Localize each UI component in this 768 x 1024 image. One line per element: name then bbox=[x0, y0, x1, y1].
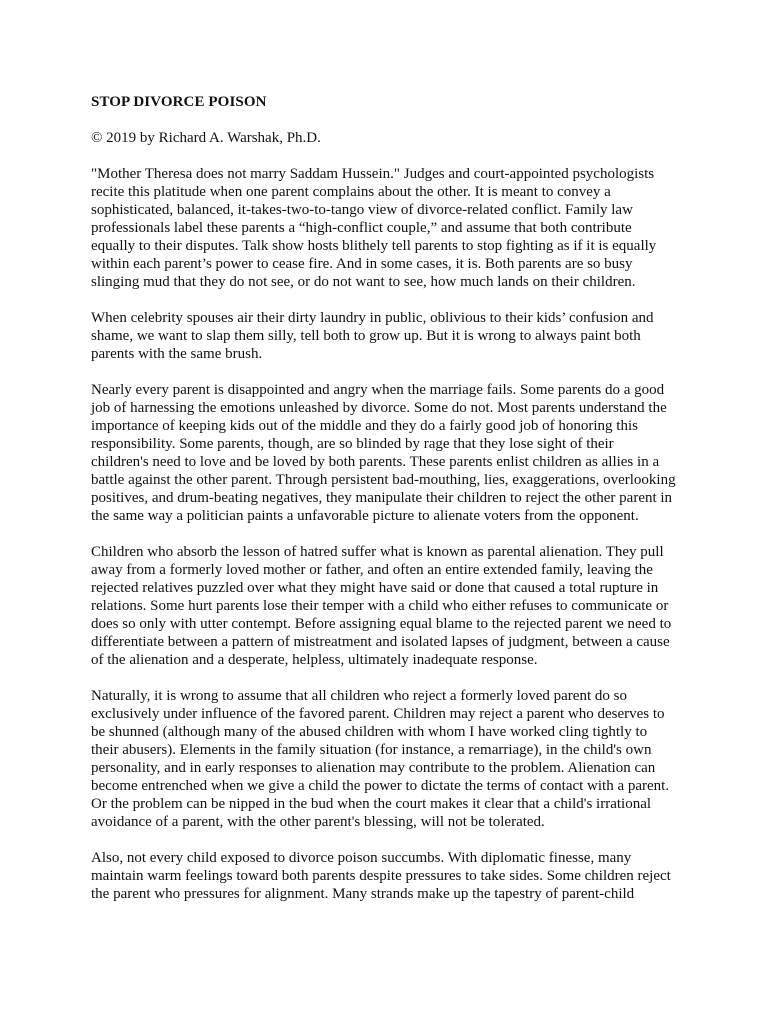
document-title: STOP DIVORCE POISON bbox=[91, 94, 267, 110]
paragraph-line: equally to their disputes. Talk show hosts blithely tell parents to stop fighting as if it is equally bbox=[91, 238, 657, 254]
paragraph bbox=[91, 687, 691, 831]
paragraph-line: within each parent’s power to cease fire. And in some cases, it is. Both parents are so busy bbox=[91, 256, 633, 272]
paragraph-line: responsibility. Some parents, though, are so blinded by rage that they lose sight of their bbox=[91, 436, 614, 452]
paragraph-line: their abusers). Elements in the family situation (for instance, a remarriage), in the child's own bbox=[91, 742, 652, 758]
document-body bbox=[91, 93, 691, 921]
paragraph-line: positives, and drum-beating negatives, they manipulate their children to reject the other parent in bbox=[91, 490, 673, 506]
paragraph bbox=[91, 849, 691, 903]
paragraph-line: importance of keeping kids out of the middle and they do a fairly good job of honoring this bbox=[91, 418, 638, 434]
paragraph-line: When celebrity spouses air their dirty laundry in public, oblivious to their kids’ confusion and bbox=[91, 310, 654, 326]
paragraph-line: become entrenched when we give a child the power to dictate the terms of contact with a parent. bbox=[91, 778, 670, 794]
paragraph-line: Or the problem can be nipped in the bud when the court makes it clear that a child's irrational bbox=[91, 796, 652, 812]
paragraph bbox=[91, 543, 691, 669]
paragraph-line: Naturally, it is wrong to assume that all children who reject a formerly loved parent do so bbox=[91, 688, 627, 704]
paragraph-line: be shunned (although many of the abused children with whom I have worked cling tightly to bbox=[91, 724, 648, 740]
paragraph-line: Nearly every parent is disappointed and angry when the marriage fails. Some parents do a good bbox=[91, 382, 665, 398]
paragraph-line: parents with the same brush. bbox=[91, 346, 263, 362]
paragraph-line: personality, and in early responses to alienation may contribute to the problem. Alienation can bbox=[91, 760, 656, 776]
paragraph-line: does so only with utter contempt. Before assigning equal blame to the rejected parent we need to bbox=[91, 616, 672, 632]
paragraph-line: differentiate between a pattern of mistreatment and isolated lapses of judgment, between a cause bbox=[91, 634, 670, 650]
paragraph-line: exclusively under influence of the favored parent. Children may reject a parent who deserves to bbox=[91, 706, 665, 722]
paragraph bbox=[91, 309, 691, 363]
paragraph-line: children's need to love and be loved by both parents. These parents enlist children as allies in a bbox=[91, 454, 660, 470]
paragraph-line: battle against the other parent. Through persistent bad-mouthing, lies, exaggerations, overlooking bbox=[91, 472, 676, 488]
paragraph-line: maintain warm feelings toward both parents despite pressures to take sides. Some children reject bbox=[91, 868, 671, 884]
paragraph-line: Children who absorb the lesson of hatred suffer what is known as parental alienation. They pull bbox=[91, 544, 664, 560]
paragraph-line: avoidance of a parent, with the other parent's blessing, will not be tolerated. bbox=[91, 814, 545, 830]
paragraph-line: sophisticated, balanced, it-takes-two-to-tango view of divorce-related conflict. Family law bbox=[91, 202, 633, 218]
paragraph-line: the parent who pressures for alignment. Many strands make up the tapestry of parent-child bbox=[91, 886, 635, 902]
paragraph-line: "Mother Theresa does not marry Saddam Hussein." Judges and court-appointed psychologists bbox=[91, 166, 655, 182]
paragraph bbox=[91, 381, 691, 525]
copyright-line: © 2019 by Richard A. Warshak, Ph.D. bbox=[91, 130, 321, 146]
paragraph-line: of the alienation and a desperate, helpless, ultimately inadequate response. bbox=[91, 652, 538, 668]
paragraph-line: the same way a politician paints a unfavorable picture to alienate voters from the opponent. bbox=[91, 508, 639, 524]
paragraph-line: recite this platitude when one parent complains about the other. It is meant to convey a bbox=[91, 184, 611, 200]
paragraph-line: slinging mud that they do not see, or do not want to see, how much lands on their children. bbox=[91, 274, 636, 290]
paragraph-container bbox=[91, 165, 691, 903]
paragraph-line: relations. Some hurt parents lose their temper with a child who either refuses to communicate or bbox=[91, 598, 669, 614]
paragraph-line: Also, not every child exposed to divorce poison succumbs. With diplomatic finesse, many bbox=[91, 850, 632, 866]
paragraph-line: rejected relatives puzzled over what they might have said or done that caused a total rupture in bbox=[91, 580, 659, 596]
paragraph-line: professionals label these parents a “high-conflict couple,” and assume that both contribute bbox=[91, 220, 632, 236]
paragraph-line: away from a formerly loved mother or father, and often an entire extended family, leaving the bbox=[91, 562, 653, 578]
paragraph bbox=[91, 165, 691, 291]
paragraph-line: job of harnessing the emotions unleashed by divorce. Some do not. Most parents understand the bbox=[91, 400, 667, 416]
paragraph-line: shame, we want to slap them silly, tell both to grow up. But it is wrong to always paint both bbox=[91, 328, 641, 344]
